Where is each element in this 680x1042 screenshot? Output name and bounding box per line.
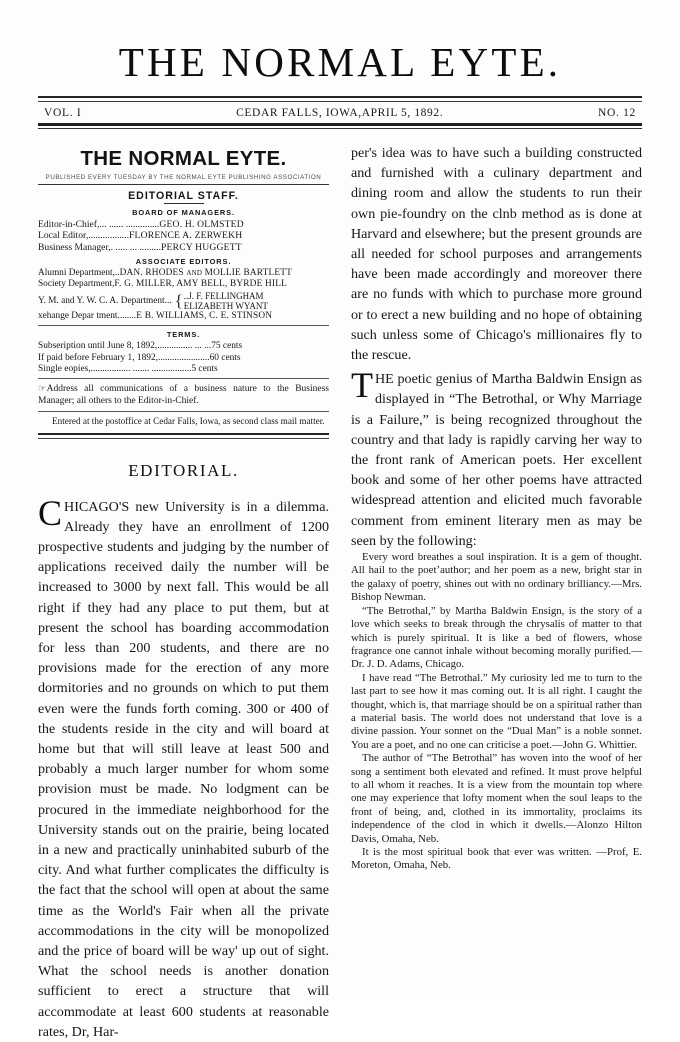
testimonial: It is the most spiritual book that ever was written. —Prof, E. Moreton, Omaha, Neb.: [351, 846, 642, 872]
testimonial: Every word breathes a soul inspiration. It is a gem of thought. All hail to the poetʼauthor; and her poem as a new, bright star in the galaxy of poetry, shines out with no ordinary brilliancy.—Mrs. Bishop Newman.: [351, 551, 642, 604]
masthead-rule-bottom: [38, 123, 642, 129]
exchange-names: .E B. WILLIAMS, C. E. STINSON: [133, 311, 273, 322]
issue-number: NO. 12: [597, 107, 636, 119]
terms-divider: [38, 325, 329, 326]
associate-dots: ..: [114, 268, 120, 279]
terms-price: ..60 cents: [204, 352, 241, 363]
notice-divider: [38, 378, 329, 379]
associate-row: [38, 279, 329, 290]
terms-list: [38, 341, 329, 375]
masthead: [38, 0, 642, 83]
terms-price: 75 cents: [211, 341, 243, 352]
terms-row: [38, 364, 329, 375]
editorial-staff-heading: EDITORIAL STAFF.: [128, 190, 239, 202]
column-container: [38, 143, 642, 1040]
publisher-line: PUBLISHED EVERY TUESDAY BY THE NORMAL EYTE PUBLISHING ASSOCIATION: [45, 174, 322, 181]
staff-row: [38, 230, 329, 241]
associate-row: [38, 311, 329, 322]
business-notice-text: Address all communications of a business nature to the Business Manager; all others to the Editor-in-Chief.: [38, 384, 329, 407]
place-and-date: CEDAR FALLS, IOWA,APRIL 5, 1892.: [236, 107, 444, 119]
associate-editors-heading: ASSOCIATE EDITORS.: [135, 257, 232, 267]
testimonial-list: [351, 551, 642, 873]
nameplate-rule: [38, 184, 329, 185]
staff-row: [38, 219, 329, 230]
pointing-hand-icon: ☞: [38, 383, 46, 394]
associate-editors-list: [38, 268, 329, 322]
associate-row-braced: [38, 291, 329, 311]
postoffice-entry-notice: Entered at the postoffice at Cedar Falls, Iowa, as second class mail matter.: [52, 415, 325, 426]
continuation-paragraph: per's idea was to have such a building constructed and furnished with a culinary department and dining room and allow the students to run their own pie-foundry on the clnb method as is done at Harvard and elsewhere; but the present grounds are all needed for school purposes and arrangements have been made accordingly and moreover there are no funds with which to purchase more ground or to erect a new building and no hope of obtaining such unless some of Chicago's millionaires fly to the rescue.: [351, 145, 642, 364]
staff-role: Editor-in-Chief,... ...... ..............: [38, 219, 160, 230]
terms-price: 5 cents: [191, 364, 218, 375]
testimonial: I have read “The Betrothal.” My curiosity led me to turn to the last part to see how it mas coming out. It is all right. I caught the thought, which is, that marriage should be on a spiritual rather than a material basis. The world does not understand that love is a divine passion. Your sonnet on the “Dual Man” is a noble sonnet. You are a poet, and no one can criticise a poet.—John G. Whittier.: [351, 671, 642, 751]
testimonial: “The Betrothal,” by Martha Baldwin Ensign, is the story of a love which seeks to break through the chrysalis of matter to that which is purely spiritual. It is like a bed of flowers, whose fragrance one cannot inhale without becoming morally purified.—Dr. J. D. Adams, Chicago.: [351, 604, 642, 671]
right-column: [351, 143, 642, 973]
testimonial: The author of “The Betrothal” has woven into the woof of her song a sentiment both elevated and refined. It must prove helpful to all whom it reaches. It is a view from the mountain top where one may experience that lofty moment when the soul leaps to the front of being, and, clothed in its immortality, proclaims its independence of the clod in which it dwells.—Alonzo Hilton Davis, Omaha, Neb.: [351, 752, 642, 845]
associate-dept: Alumni Department,: [38, 268, 115, 279]
masthead-volume-bar: [38, 102, 642, 123]
braced-dept-label: Y. M. and Y. W. C. A. Department...: [38, 295, 172, 306]
masthead-title: THE NORMAL EYTE.: [118, 39, 562, 85]
staff-name: FLORENCE A. ZERWEKH: [129, 230, 243, 242]
entered-divider: [38, 411, 329, 412]
terms-label: Single eopies,................. ....... .................: [38, 364, 192, 375]
heading-divider: [164, 203, 204, 204]
volume-label: VOL. I: [44, 107, 82, 119]
braced-names: [184, 291, 268, 311]
article-continuation-body: [351, 143, 642, 551]
exchange-dept: xehange Depar tment.......: [38, 311, 134, 322]
editorial-paragraph: CHICAGO'S new University is in a dilemma. Already they have an enrollment of 1200 prospective students and judging by the number of applications received daily the number will be increased to 3000 by next fall. This would be all right if they had any place to put them, but at present the school has boarding accommodation for less than 200 students, and there are no provisions made for the erection of any more dormitories and no grounds on which to put them even were the funds forth coming. 300 or 400 of the students reside in the city and will board at home but that will still leave at least 500 and probably a much larger number for whom some provision must be made. No lodgment can be procured in the immediate neighborhood for the University stands out on the prairie, being located in a new and practically uninhabited suburb of the city. And what further complicates the difficulty is the fact that the school will open at about the same time as the World's Fair when all the private accommodations in the city will be monopolized and the price of board will be way' up out of sight. What the school needs is another donation sufficient to erect a structure that will accommodate at least 600 students at reasonable rates, Dr, Har-: [38, 492, 329, 1040]
brace-icon: {: [174, 290, 183, 310]
terms-heading: TERMS.: [166, 330, 201, 340]
associate-dept: Society Department,: [38, 279, 115, 290]
board-of-managers-list: [38, 219, 329, 253]
associate-row: [38, 268, 329, 279]
nameplate-title: THE NORMAL EYTE.: [80, 147, 287, 170]
staff-role: Local Editor,.................: [38, 230, 130, 242]
board-of-managers-heading: BOARD OF MANAGERS.: [132, 208, 235, 217]
staff-role: Business Manager,. ..... ... .........: [38, 241, 161, 253]
ensign-paragraph: THE poetic genius of Martha Baldwin Ensign as displayed in “The Betrothal, or Why Marriage is a Failure,” is being recognized throughout the country and that lady is rapidly carving her way to the front rank of American poets. Her excellent book and some of her other poems have attracted widespread attention and elicited much favorable comment from eminent literary men as may be seen by the following:: [351, 365, 642, 549]
braced-name: ..J. F. FELLINGHAM: [183, 290, 264, 301]
terms-label: Subseription until June 8, 1892,............... ... ...: [38, 341, 212, 352]
staff-name: PERCY HUGGETT: [161, 241, 242, 253]
business-notice: [38, 383, 329, 407]
associate-names: F. G. MILLER, AMY BELL, BYRDE HILL: [114, 279, 287, 290]
editorial-section-heading: EDITORIAL.: [128, 460, 239, 480]
braced-name: ELIZABETH WYANT: [183, 300, 268, 311]
staff-row: [38, 242, 329, 253]
editorial-section-rule: [38, 433, 329, 439]
staff-name: GEO. H. OLMSTED: [159, 219, 244, 230]
editorial-body: [38, 492, 329, 1042]
terms-row: [38, 341, 329, 352]
terms-row: [38, 353, 329, 364]
left-column: [38, 143, 329, 1040]
associate-names: DAN. RHODES and MOLLIE BARTLETT: [119, 268, 292, 279]
terms-label: If paid before February 1, 1892,....................: [38, 352, 205, 363]
